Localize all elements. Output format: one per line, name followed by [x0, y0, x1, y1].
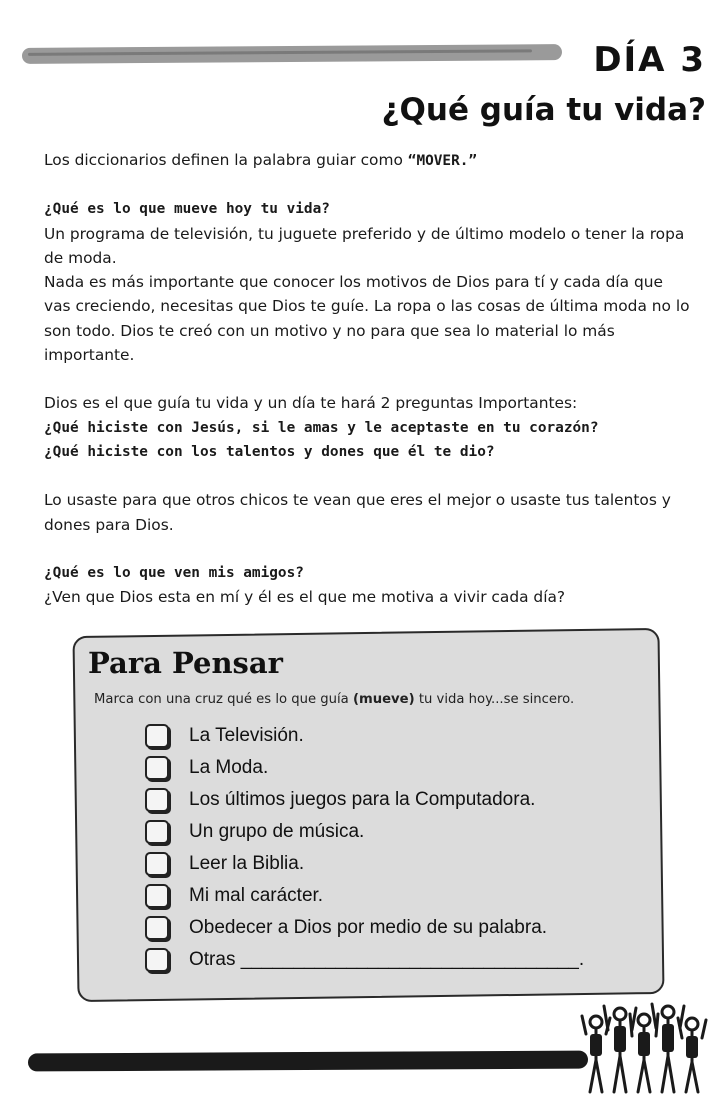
- page-title: ¿Qué guía tu vida?: [381, 92, 706, 128]
- checkbox[interactable]: [145, 884, 169, 908]
- decorative-brush-stroke-bottom: [28, 1051, 588, 1072]
- day-label: DÍA 3: [593, 40, 706, 80]
- checkbox[interactable]: [145, 788, 169, 812]
- para-pensar-title: Para Pensar: [88, 646, 283, 680]
- option-item[interactable]: [145, 752, 584, 784]
- paragraph-1: Un programa de televisión, tu juguete preferido y de último modelo o tener la ropa de moda.: [44, 224, 685, 267]
- options-list: [145, 720, 584, 976]
- intro-text: Los diccionarios definen la palabra guiar como: [44, 151, 408, 169]
- kids-crowd-illustration: [578, 1000, 710, 1100]
- option-label: Obedecer a Dios por medio de su palabra.: [189, 917, 548, 938]
- instruction-emphasis: (mueve): [352, 692, 415, 707]
- option-label: La Televisión.: [189, 725, 304, 746]
- option-label: Un grupo de música.: [189, 821, 365, 842]
- option-label: Los últimos juegos para la Computadora.: [189, 789, 536, 810]
- checkbox[interactable]: [145, 948, 169, 972]
- question-1: ¿Qué es lo que mueve hoy tu vida?: [44, 201, 330, 218]
- paragraph-2: Nada es más importante que conocer los motivos de Dios para tí y cada día que vas creciendo, necesitas que Dios te guíe. La ropa o las cosas de última moda no lo son todo. Dios te creó con un motivo y no para que sea lo material lo más importante.: [44, 273, 690, 365]
- checkbox[interactable]: [145, 820, 169, 844]
- option-item[interactable]: [145, 784, 584, 816]
- option-label: Leer la Biblia.: [189, 853, 305, 874]
- option-label: Mi mal carácter.: [189, 885, 324, 906]
- question-3: ¿Qué hiciste con los talentos y dones que él te dio?: [44, 443, 495, 460]
- question-2: ¿Qué hiciste con Jesús, si le amas y le aceptaste en tu corazón?: [44, 419, 599, 436]
- intro-paragraph: [44, 148, 694, 173]
- option-label: La Moda.: [189, 757, 269, 778]
- option-item[interactable]: [145, 720, 584, 752]
- option-item[interactable]: [145, 912, 584, 944]
- checkbox[interactable]: [145, 724, 169, 748]
- paragraph-3: Dios es el que guía tu vida y un día te hará 2 preguntas Importantes:: [44, 394, 578, 413]
- intro-quote: “MOVER.”: [407, 153, 478, 169]
- paragraph-5: ¿Ven que Dios esta en mí y él es el que me motiva a vivir cada día?: [44, 588, 566, 607]
- paragraph-4: Lo usaste para que otros chicos te vean que eres el mejor o usaste tus talentos y dones para Dios.: [44, 491, 671, 534]
- instruction-text: Marca con una cruz qué es lo que guía: [94, 692, 353, 707]
- checkbox[interactable]: [145, 852, 169, 876]
- decorative-brush-stroke-top: [22, 44, 562, 64]
- checkbox[interactable]: [145, 756, 169, 780]
- option-label: Otras ________________________________.: [189, 949, 585, 970]
- checkbox[interactable]: [145, 916, 169, 940]
- para-pensar-instruction: [94, 692, 574, 707]
- option-item[interactable]: [145, 880, 584, 912]
- option-item[interactable]: [145, 848, 584, 880]
- question-4: ¿Qué es lo que ven mis amigos?: [44, 564, 304, 581]
- option-item[interactable]: [145, 816, 584, 848]
- option-item[interactable]: [145, 944, 584, 976]
- body-text: [44, 148, 694, 609]
- instruction-text-end: tu vida hoy...se sincero.: [414, 692, 575, 707]
